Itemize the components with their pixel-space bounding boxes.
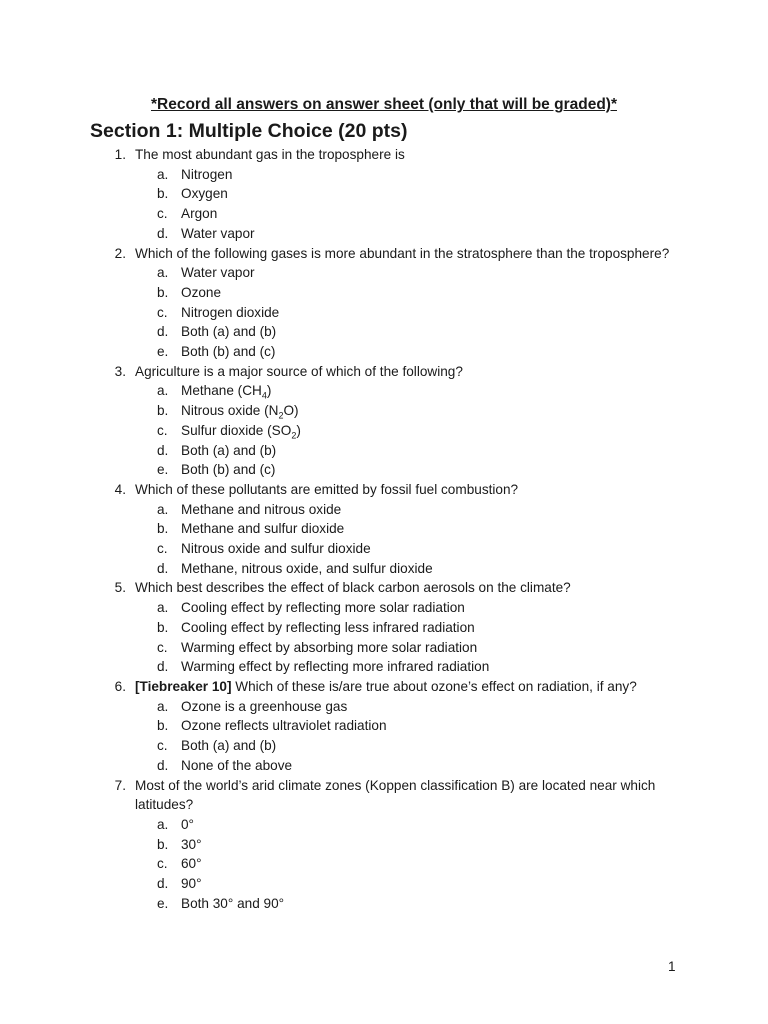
option-text [181, 401, 768, 421]
answer-option [0, 441, 768, 461]
option-text-main: Sulfur dioxide (SO [181, 422, 292, 438]
option-text-main: Ozone is a greenhouse gas [181, 698, 348, 714]
option-text [181, 500, 768, 520]
subscript: 2 [278, 410, 284, 421]
answer-option [0, 519, 768, 539]
question-list [0, 145, 768, 913]
option-text [181, 460, 768, 480]
question-item [0, 145, 768, 244]
answer-option [0, 756, 768, 776]
option-text [181, 165, 768, 185]
answer-option [0, 401, 768, 421]
question-text [135, 244, 680, 264]
question-item [0, 362, 768, 480]
question-text [135, 362, 680, 382]
option-text-main: 30° [181, 836, 202, 852]
option-letter: a. [157, 383, 169, 399]
option-text-main: Methane (CH [181, 383, 262, 399]
answer-option [0, 716, 768, 736]
option-text-main: Both 30° and 90° [181, 895, 285, 911]
option-letter: d. [157, 876, 169, 892]
question-number: 6. [114, 678, 126, 694]
answer-option [0, 165, 768, 185]
option-text-main: Nitrous oxide and sulfur dioxide [181, 541, 371, 557]
question-number: 3. [114, 363, 126, 379]
section-title: Section 1: Multiple Choice (20 pts) [90, 120, 408, 142]
option-text [181, 736, 768, 756]
answer-option [0, 894, 768, 914]
option-text [181, 519, 768, 539]
answer-sheet-notice: *Record all answers on answer sheet (only that will be graded)* [151, 96, 617, 113]
option-letter: d. [157, 757, 169, 773]
option-text-main: Water vapor [181, 225, 255, 241]
option-text [181, 756, 768, 776]
option-letter: b. [157, 186, 169, 202]
option-text-main: Ozone [181, 284, 222, 300]
option-text [181, 716, 768, 736]
option-text [181, 322, 768, 342]
question-number: 5. [114, 580, 126, 596]
answer-option [0, 381, 768, 401]
question-text [135, 145, 680, 165]
question-body: Which of these pollutants are emitted by fossil fuel combustion? [135, 481, 519, 497]
answer-option [0, 657, 768, 677]
option-text-main: Nitrogen [181, 166, 233, 182]
answer-option [0, 421, 768, 441]
option-text [181, 598, 768, 618]
option-letter: e. [157, 895, 169, 911]
question-item [0, 480, 768, 579]
answer-option [0, 874, 768, 894]
answer-option [0, 303, 768, 323]
option-letter: c. [157, 541, 168, 557]
option-letter: a. [157, 816, 169, 832]
option-letter: b. [157, 403, 169, 419]
option-text-main: Both (b) and (c) [181, 344, 276, 360]
answer-option [0, 815, 768, 835]
option-text-main: Methane and sulfur dioxide [181, 521, 345, 537]
question-text [135, 776, 680, 815]
option-text [181, 854, 768, 874]
answer-option [0, 263, 768, 283]
option-list [0, 165, 768, 244]
option-letter: b. [157, 284, 169, 300]
question-number: 4. [114, 481, 126, 497]
answer-option [0, 322, 768, 342]
page-number: 1 [668, 959, 676, 974]
option-text-tail: ) [266, 383, 272, 399]
option-text [181, 303, 768, 323]
option-list [0, 697, 768, 776]
option-list [0, 263, 768, 362]
option-list [0, 815, 768, 914]
answer-option [0, 598, 768, 618]
option-text [181, 224, 768, 244]
tiebreaker-label: [Tiebreaker 10] [135, 678, 232, 694]
option-text-tail: O) [283, 403, 299, 419]
option-text-main: Cooling effect by reflecting less infrared radiation [181, 619, 475, 635]
option-text-main: Cooling effect by reflecting more solar radiation [181, 600, 465, 616]
option-list [0, 500, 768, 579]
option-text-main: 60° [181, 856, 202, 872]
answer-option [0, 500, 768, 520]
answer-option [0, 638, 768, 658]
answer-option [0, 697, 768, 717]
option-text [181, 638, 768, 658]
option-text [181, 559, 768, 579]
option-text [181, 184, 768, 204]
option-text [181, 815, 768, 835]
option-letter: a. [157, 600, 169, 616]
option-text [181, 283, 768, 303]
option-text-main: Methane and nitrous oxide [181, 501, 342, 517]
option-text [181, 697, 768, 717]
option-text [181, 441, 768, 461]
option-text [181, 894, 768, 914]
option-text-main: None of the above [181, 757, 293, 773]
option-letter: c. [157, 738, 168, 754]
option-letter: c. [157, 304, 168, 320]
question-body: Which best describes the effect of black carbon aerosols on the climate? [135, 580, 571, 596]
option-letter: c. [157, 422, 168, 438]
option-text-main: Oxygen [181, 186, 228, 202]
question-body: Which of the following gases is more abundant in the stratosphere than the troposphere? [135, 245, 670, 261]
option-letter: e. [157, 344, 169, 360]
option-text [181, 263, 768, 283]
answer-option [0, 460, 768, 480]
option-text-main: Methane, nitrous oxide, and sulfur dioxide [181, 560, 433, 576]
option-text-main: 90° [181, 876, 202, 892]
option-text [181, 657, 768, 677]
option-letter: a. [157, 501, 169, 517]
option-letter: c. [157, 856, 168, 872]
question-number: 1. [114, 147, 126, 162]
question-item [0, 244, 768, 362]
answer-option [0, 224, 768, 244]
option-list [0, 381, 768, 480]
subscript: 4 [261, 391, 267, 402]
option-letter: e. [157, 462, 169, 478]
answer-option [0, 204, 768, 224]
answer-option [0, 283, 768, 303]
option-letter: b. [157, 619, 169, 635]
option-letter: b. [157, 521, 169, 537]
answer-option [0, 854, 768, 874]
option-text [181, 342, 768, 362]
option-text [181, 381, 768, 401]
option-text [181, 874, 768, 894]
option-text-main: Both (a) and (b) [181, 738, 277, 754]
option-letter: c. [157, 206, 168, 222]
option-text-tail: ) [296, 422, 301, 438]
option-text [181, 835, 768, 855]
subscript: 2 [291, 430, 297, 441]
question-text [135, 677, 680, 697]
option-letter: d. [157, 560, 169, 576]
answer-option [0, 736, 768, 756]
question-number: 2. [114, 245, 126, 261]
option-text-main: Ozone reflects ultraviolet radiation [181, 718, 387, 734]
question-item [0, 677, 768, 776]
option-letter: a. [157, 698, 169, 714]
option-text [181, 421, 768, 441]
option-letter: b. [157, 718, 169, 734]
option-letter: d. [157, 324, 169, 340]
question-body: Agriculture is a major source of which of the following? [135, 363, 463, 379]
answer-option [0, 539, 768, 559]
option-list [0, 598, 768, 677]
answer-option [0, 184, 768, 204]
answer-option [0, 618, 768, 638]
option-text-main: 0° [181, 816, 194, 832]
option-text-main: Nitrogen dioxide [181, 304, 280, 320]
answer-option [0, 835, 768, 855]
question-text [135, 578, 680, 598]
question-text [135, 480, 680, 500]
option-letter: c. [157, 639, 168, 655]
option-text-main: Water vapor [181, 265, 255, 281]
option-text-main: Nitrous oxide (N [181, 403, 279, 419]
option-text-main: Both (b) and (c) [181, 462, 276, 478]
option-text-main: Warming effect by absorbing more solar radiation [181, 639, 478, 655]
option-text-main: Warming effect by reflecting more infrared radiation [181, 659, 490, 675]
option-text-main: Both (a) and (b) [181, 324, 277, 340]
question-body: The most abundant gas in the troposphere is [135, 147, 405, 162]
answer-option [0, 342, 768, 362]
answer-option [0, 559, 768, 579]
option-letter: d. [157, 442, 169, 458]
option-text [181, 618, 768, 638]
question-body: Most of the world’s arid climate zones (Koppen classification B) are located near which latitudes? [135, 777, 656, 813]
option-letter: a. [157, 265, 169, 281]
option-letter: d. [157, 659, 169, 675]
question-item [0, 776, 768, 914]
option-letter: b. [157, 836, 169, 852]
option-text [181, 539, 768, 559]
option-text [181, 204, 768, 224]
question-body: Which of these is/are true about ozone’s effect on radiation, if any? [231, 678, 637, 694]
option-text-main: Argon [181, 206, 218, 222]
option-letter: a. [157, 166, 169, 182]
question-number: 7. [114, 777, 126, 793]
option-text-main: Both (a) and (b) [181, 442, 277, 458]
question-item [0, 578, 768, 677]
option-letter: d. [157, 225, 169, 241]
